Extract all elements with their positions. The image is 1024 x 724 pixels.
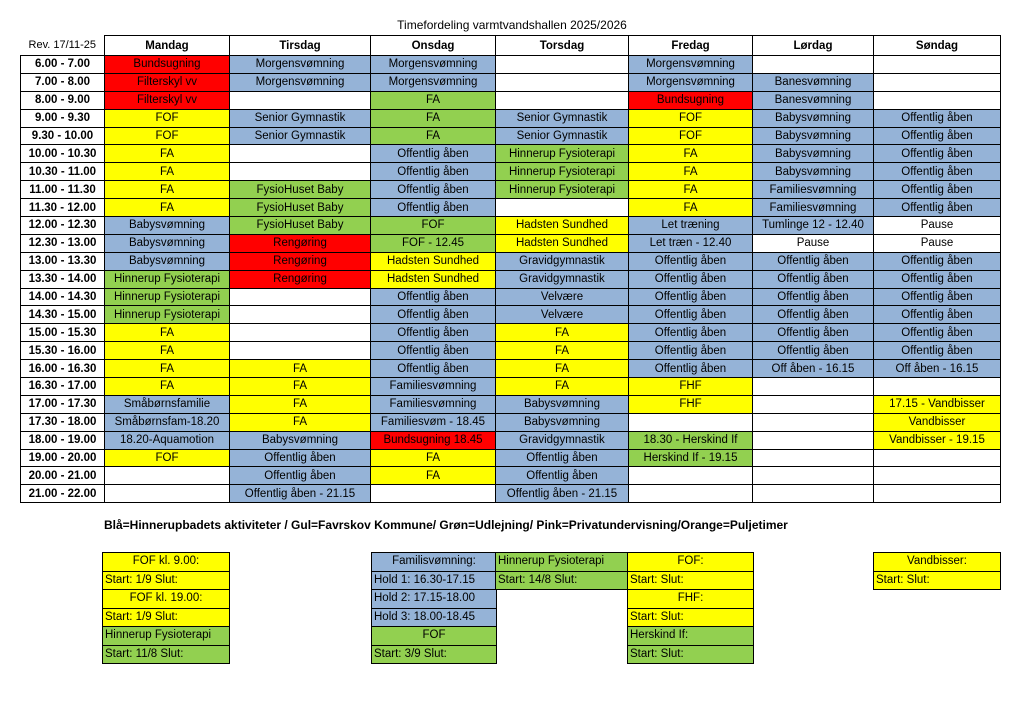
schedule-cell: Hadsten Sundhed bbox=[371, 252, 496, 270]
schedule-cell: Offentlig åben bbox=[371, 306, 496, 324]
time-slot-label: 21.00 - 22.00 bbox=[21, 485, 105, 503]
schedule-cell bbox=[753, 378, 874, 396]
schedule-cell: Offentlig åben bbox=[371, 324, 496, 342]
box-title: Herskind If: bbox=[628, 627, 753, 646]
schedule-cell: Rengøring bbox=[230, 252, 371, 270]
schedule-cell: Familiesvøm - 18.45 bbox=[371, 413, 496, 431]
schedule-row bbox=[21, 360, 1001, 378]
schedule-cell: Hinnerup Fysioterapi bbox=[105, 288, 230, 306]
box-title: FHF: bbox=[628, 590, 753, 609]
schedule-cell: Vandbisser bbox=[874, 413, 1001, 431]
schedule-cell: Babysvømning bbox=[753, 109, 874, 127]
time-slot-label: 18.00 - 19.00 bbox=[21, 431, 105, 449]
box-line: Hold 3: 18.00-18.45 bbox=[372, 609, 496, 628]
schedule-cell: FysioHuset Baby bbox=[230, 199, 371, 217]
schedule-cell: Babysvømning bbox=[753, 145, 874, 163]
schedule-cell: Offentlig åben bbox=[629, 324, 753, 342]
schedule-cell: Offentlig åben bbox=[371, 360, 496, 378]
schedule-cell: Hadsten Sundhed bbox=[496, 217, 629, 235]
schedule-cell: Morgensvømning bbox=[371, 73, 496, 91]
time-slot-label: 11.00 - 11.30 bbox=[21, 181, 105, 199]
schedule-cell: Offentlig åben bbox=[371, 342, 496, 360]
schedule-cell: FA bbox=[230, 395, 371, 413]
schedule-cell: Babysvømning bbox=[496, 395, 629, 413]
schedule-cell bbox=[230, 91, 371, 109]
schedule-cell bbox=[874, 449, 1001, 467]
schedule-cell: 18.20-Aquamotion bbox=[105, 431, 230, 449]
box-title: Hinnerup Fysioterapi bbox=[496, 553, 628, 572]
box-line: Hold 2: 17.15-18.00 bbox=[372, 590, 496, 609]
box-dates: Start: Slut: bbox=[874, 572, 1000, 590]
schedule-cell: Gravidgymnastik bbox=[496, 252, 629, 270]
time-slot-label: 16.30 - 17.00 bbox=[21, 378, 105, 396]
schedule-cell: Offentlig åben bbox=[753, 288, 874, 306]
schedule-cell: Offentlig åben bbox=[874, 270, 1001, 288]
schedule-table bbox=[20, 35, 1001, 503]
box-dates: Start: 11/8 Slut: bbox=[103, 646, 229, 664]
schedule-cell: Morgensvømning bbox=[371, 56, 496, 74]
box-title: FOF bbox=[372, 627, 496, 646]
schedule-cell bbox=[874, 467, 1001, 485]
schedule-cell: Velvære bbox=[496, 288, 629, 306]
schedule-cell: Offentlig åben bbox=[371, 145, 496, 163]
schedule-cell bbox=[230, 324, 371, 342]
schedule-cell: Bundsugning bbox=[105, 56, 230, 74]
schedule-row bbox=[21, 181, 1001, 199]
time-slot-label: 15.00 - 15.30 bbox=[21, 324, 105, 342]
schedule-cell: FA bbox=[371, 109, 496, 127]
time-slot-label: 9.30 - 10.00 bbox=[21, 127, 105, 145]
schedule-row bbox=[21, 485, 1001, 503]
schedule-cell: Hadsten Sundhed bbox=[371, 270, 496, 288]
schedule-cell: Pause bbox=[753, 234, 874, 252]
schedule-cell: Morgensvømning bbox=[629, 56, 753, 74]
schedule-cell: 17.15 - Vandbisser bbox=[874, 395, 1001, 413]
schedule-cell: Offentlig åben - 21.15 bbox=[230, 485, 371, 503]
schedule-cell: FA bbox=[371, 127, 496, 145]
box-dates: Start: Slut: bbox=[628, 609, 753, 628]
schedule-cell: Let træning bbox=[629, 217, 753, 235]
schedule-cell: Banesvømning bbox=[753, 91, 874, 109]
time-slot-label: 17.30 - 18.00 bbox=[21, 413, 105, 431]
schedule-cell: Offentlig åben bbox=[874, 127, 1001, 145]
schedule-row bbox=[21, 234, 1001, 252]
schedule-cell: Offentlig åben bbox=[629, 306, 753, 324]
time-slot-label: 15.30 - 16.00 bbox=[21, 342, 105, 360]
schedule-cell bbox=[371, 485, 496, 503]
schedule-cell: FA bbox=[105, 145, 230, 163]
schedule-cell: FA bbox=[496, 360, 629, 378]
box-title: FOF kl. 9.00: bbox=[103, 553, 229, 572]
schedule-cell bbox=[496, 91, 629, 109]
time-slot-label: 13.00 - 13.30 bbox=[21, 252, 105, 270]
time-slot-label: 6.00 - 7.00 bbox=[21, 56, 105, 74]
schedule-cell: Familiesvømning bbox=[753, 199, 874, 217]
day-header: Tirsdag bbox=[230, 36, 371, 56]
schedule-cell: Offentlig åben bbox=[371, 288, 496, 306]
schedule-cell bbox=[874, 56, 1001, 74]
schedule-cell bbox=[230, 288, 371, 306]
schedule-cell: Senior Gymnastik bbox=[230, 127, 371, 145]
schedule-cell: Pause bbox=[874, 234, 1001, 252]
time-slot-label: 13.30 - 14.00 bbox=[21, 270, 105, 288]
schedule-cell: 18.30 - Herskind If bbox=[629, 431, 753, 449]
box-title: FOF: bbox=[628, 553, 753, 572]
time-slot-label: 12.00 - 12.30 bbox=[21, 217, 105, 235]
schedule-cell: Offentlig åben bbox=[629, 342, 753, 360]
schedule-cell: Offentlig åben bbox=[629, 360, 753, 378]
schedule-cell: FOF - 12.45 bbox=[371, 234, 496, 252]
time-slot-label: 10.30 - 11.00 bbox=[21, 163, 105, 181]
schedule-cell bbox=[874, 73, 1001, 91]
box-title: Hinnerup Fysioterapi bbox=[103, 627, 229, 646]
schedule-cell bbox=[874, 485, 1001, 503]
schedule-cell: Rengøring bbox=[230, 234, 371, 252]
schedule-cell bbox=[874, 91, 1001, 109]
schedule-cell: FOF bbox=[105, 449, 230, 467]
schedule-cell: Babysvømning bbox=[105, 217, 230, 235]
schedule-row bbox=[21, 449, 1001, 467]
schedule-cell: Offentlig åben bbox=[496, 467, 629, 485]
day-header: Onsdag bbox=[371, 36, 496, 56]
schedule-cell: Senior Gymnastik bbox=[230, 109, 371, 127]
schedule-cell: Bundsugning bbox=[629, 91, 753, 109]
schedule-cell: Babysvømning bbox=[105, 252, 230, 270]
header-row bbox=[21, 36, 1001, 56]
fof-info-box bbox=[102, 552, 230, 664]
schedule-cell: FA bbox=[105, 342, 230, 360]
schedule-cell: Offentlig åben bbox=[371, 199, 496, 217]
schedule-cell bbox=[496, 56, 629, 74]
schedule-cell: Babysvømning bbox=[753, 163, 874, 181]
schedule-row bbox=[21, 378, 1001, 396]
time-slot-label: 8.00 - 9.00 bbox=[21, 91, 105, 109]
schedule-cell: Offentlig åben bbox=[874, 109, 1001, 127]
page-title: Timefordeling varmtvandshallen 2025/2026 bbox=[397, 18, 627, 32]
vandbisser-info-box bbox=[873, 552, 1001, 590]
schedule-cell: FOF bbox=[629, 127, 753, 145]
schedule-cell: FA bbox=[105, 181, 230, 199]
schedule-cell: Offentlig åben bbox=[874, 145, 1001, 163]
schedule-cell: Familiesvømning bbox=[371, 378, 496, 396]
schedule-cell: Gravidgymnastik bbox=[496, 431, 629, 449]
time-slot-label: 14.30 - 15.00 bbox=[21, 306, 105, 324]
schedule-cell: Let træn - 12.40 bbox=[629, 234, 753, 252]
schedule-cell bbox=[753, 485, 874, 503]
schedule-cell: Familiesvømning bbox=[753, 181, 874, 199]
schedule-row bbox=[21, 288, 1001, 306]
schedule-cell: Hinnerup Fysioterapi bbox=[105, 270, 230, 288]
schedule-cell: FA bbox=[105, 360, 230, 378]
time-slot-label: 14.00 - 14.30 bbox=[21, 288, 105, 306]
schedule-cell: FOF bbox=[105, 127, 230, 145]
time-slot-label: 12.30 - 13.00 bbox=[21, 234, 105, 252]
schedule-row bbox=[21, 56, 1001, 74]
schedule-cell: Hadsten Sundhed bbox=[496, 234, 629, 252]
schedule-cell: FA bbox=[105, 378, 230, 396]
schedule-row bbox=[21, 431, 1001, 449]
schedule-cell: FA bbox=[230, 360, 371, 378]
schedule-row bbox=[21, 91, 1001, 109]
schedule-cell: Off åben - 16.15 bbox=[753, 360, 874, 378]
time-slot-label: 10.00 - 10.30 bbox=[21, 145, 105, 163]
schedule-cell: FA bbox=[105, 199, 230, 217]
familiesvomning-info-box bbox=[371, 552, 497, 664]
schedule-cell bbox=[230, 306, 371, 324]
day-header: Fredag bbox=[629, 36, 753, 56]
time-slot-label: 16.00 - 16.30 bbox=[21, 360, 105, 378]
schedule-cell: FHF bbox=[629, 395, 753, 413]
schedule-cell: Off åben - 16.15 bbox=[874, 360, 1001, 378]
schedule-cell: Bundsugning 18.45 bbox=[371, 431, 496, 449]
schedule-cell: Babysvømning bbox=[230, 431, 371, 449]
schedule-cell bbox=[629, 467, 753, 485]
schedule-cell bbox=[629, 485, 753, 503]
schedule-cell: FA bbox=[371, 91, 496, 109]
schedule-cell: Offentlig åben bbox=[496, 449, 629, 467]
schedule-cell: Vandbisser - 19.15 bbox=[874, 431, 1001, 449]
schedule-cell: Offentlig åben - 21.15 bbox=[496, 485, 629, 503]
day-header: Lørdag bbox=[753, 36, 874, 56]
schedule-cell bbox=[230, 145, 371, 163]
schedule-cell: Småbørnsfam-18.20 bbox=[105, 413, 230, 431]
schedule-cell: FA bbox=[371, 467, 496, 485]
schedule-cell: Småbørnsfamilie bbox=[105, 395, 230, 413]
schedule-cell: Morgensvømning bbox=[230, 56, 371, 74]
box-line: Hold 1: 16.30-17.15 bbox=[372, 572, 496, 591]
schedule-cell: Filterskyl vv bbox=[105, 73, 230, 91]
schedule-cell: Pause bbox=[874, 217, 1001, 235]
schedule-cell: Velvære bbox=[496, 306, 629, 324]
schedule-cell: Offentlig åben bbox=[874, 181, 1001, 199]
schedule-cell: FOF bbox=[371, 217, 496, 235]
schedule-cell bbox=[753, 431, 874, 449]
schedule-cell bbox=[230, 163, 371, 181]
schedule-cell: Offentlig åben bbox=[874, 288, 1001, 306]
schedule-cell: FA bbox=[496, 342, 629, 360]
schedule-cell: Familiesvømning bbox=[371, 395, 496, 413]
schedule-cell: Offentlig åben bbox=[874, 252, 1001, 270]
schedule-cell bbox=[629, 413, 753, 431]
schedule-cell: Morgensvømning bbox=[230, 73, 371, 91]
schedule-row bbox=[21, 270, 1001, 288]
schedule-cell: Offentlig åben bbox=[371, 181, 496, 199]
schedule-cell bbox=[753, 413, 874, 431]
schedule-row bbox=[21, 467, 1001, 485]
schedule-cell: Offentlig åben bbox=[874, 163, 1001, 181]
schedule-cell: Hinnerup Fysioterapi bbox=[496, 145, 629, 163]
schedule-row bbox=[21, 217, 1001, 235]
box-title: Familisvømning: bbox=[372, 553, 496, 572]
schedule-cell: Offentlig åben bbox=[629, 252, 753, 270]
schedule-cell: FA bbox=[230, 378, 371, 396]
schedule-cell: Offentlig åben bbox=[753, 306, 874, 324]
schedule-row bbox=[21, 163, 1001, 181]
schedule-cell: Banesvømning bbox=[753, 73, 874, 91]
schedule-cell: Offentlig åben bbox=[753, 270, 874, 288]
revision-label: Rev. 17/11-25 bbox=[21, 36, 105, 56]
schedule-cell: FA bbox=[496, 324, 629, 342]
schedule-cell: FA bbox=[629, 181, 753, 199]
schedule-cell: FysioHuset Baby bbox=[230, 217, 371, 235]
hinnerup-info-box bbox=[495, 552, 629, 590]
fof-fhf-herskind-info-box bbox=[627, 552, 754, 664]
schedule-cell: FHF bbox=[629, 378, 753, 396]
schedule-cell: Offentlig åben bbox=[230, 449, 371, 467]
time-slot-label: 7.00 - 8.00 bbox=[21, 73, 105, 91]
schedule-cell: Senior Gymnastik bbox=[496, 127, 629, 145]
schedule-cell: FA bbox=[105, 163, 230, 181]
schedule-cell: FA bbox=[629, 145, 753, 163]
time-slot-label: 11.30 - 12.00 bbox=[21, 199, 105, 217]
day-header: Torsdag bbox=[496, 36, 629, 56]
schedule-cell: Hinnerup Fysioterapi bbox=[496, 181, 629, 199]
schedule-cell bbox=[496, 199, 629, 217]
schedule-cell: FA bbox=[629, 163, 753, 181]
box-dates: Start: 14/8 Slut: bbox=[496, 572, 628, 590]
color-legend: Blå=Hinnerupbadets aktiviteter / Gul=Favrskov Kommune/ Grøn=Udlejning/ Pink=Privatundervisning/Orange=Puljetimer bbox=[104, 518, 788, 532]
schedule-cell: Herskind If - 19.15 bbox=[629, 449, 753, 467]
schedule-cell: Offentlig åben bbox=[753, 324, 874, 342]
schedule-cell: FA bbox=[629, 199, 753, 217]
schedule-row bbox=[21, 199, 1001, 217]
schedule-cell: Hinnerup Fysioterapi bbox=[105, 306, 230, 324]
schedule-cell bbox=[230, 342, 371, 360]
time-slot-label: 17.00 - 17.30 bbox=[21, 395, 105, 413]
schedule-row bbox=[21, 413, 1001, 431]
schedule-cell: Offentlig åben bbox=[371, 163, 496, 181]
box-dates: Start: 3/9 Slut: bbox=[372, 646, 496, 664]
box-title: FOF kl. 19.00: bbox=[103, 590, 229, 609]
schedule-row bbox=[21, 342, 1001, 360]
box-dates: Start: Slut: bbox=[628, 572, 753, 591]
schedule-cell: Rengøring bbox=[230, 270, 371, 288]
schedule-cell: Offentlig åben bbox=[753, 342, 874, 360]
schedule-cell: FA bbox=[105, 324, 230, 342]
schedule-cell: FA bbox=[496, 378, 629, 396]
schedule-cell: Senior Gymnastik bbox=[496, 109, 629, 127]
schedule-cell: Filterskyl vv bbox=[105, 91, 230, 109]
time-slot-label: 19.00 - 20.00 bbox=[21, 449, 105, 467]
schedule-cell: Babysvømning bbox=[496, 413, 629, 431]
schedule-row bbox=[21, 109, 1001, 127]
schedule-cell bbox=[753, 467, 874, 485]
schedule-cell: Gravidgymnastik bbox=[496, 270, 629, 288]
schedule-cell: Hinnerup Fysioterapi bbox=[496, 163, 629, 181]
schedule-cell: FOF bbox=[105, 109, 230, 127]
schedule-cell bbox=[753, 56, 874, 74]
schedule-cell bbox=[105, 485, 230, 503]
schedule-cell: Babysvømning bbox=[753, 127, 874, 145]
schedule-cell: Offentlig åben bbox=[230, 467, 371, 485]
schedule-cell: FysioHuset Baby bbox=[230, 181, 371, 199]
schedule-cell: Offentlig åben bbox=[874, 199, 1001, 217]
schedule-cell: Offentlig åben bbox=[629, 288, 753, 306]
box-dates: Start: 1/9 Slut: bbox=[103, 572, 229, 591]
box-title: Vandbisser: bbox=[874, 553, 1000, 572]
day-header: Mandag bbox=[105, 36, 230, 56]
time-slot-label: 20.00 - 21.00 bbox=[21, 467, 105, 485]
schedule-cell bbox=[496, 73, 629, 91]
box-dates: Start: 1/9 Slut: bbox=[103, 609, 229, 628]
day-header: Søndag bbox=[874, 36, 1001, 56]
schedule-cell: FA bbox=[371, 449, 496, 467]
time-slot-label: 9.00 - 9.30 bbox=[21, 109, 105, 127]
schedule-row bbox=[21, 252, 1001, 270]
schedule-cell: Offentlig åben bbox=[874, 342, 1001, 360]
schedule-cell: Offentlig åben bbox=[753, 252, 874, 270]
schedule-cell: Offentlig åben bbox=[629, 270, 753, 288]
schedule-cell bbox=[753, 395, 874, 413]
schedule-cell: Offentlig åben bbox=[874, 306, 1001, 324]
schedule-cell bbox=[105, 467, 230, 485]
schedule-cell: FOF bbox=[629, 109, 753, 127]
schedule-cell: Tumlinge 12 - 12.40 bbox=[753, 217, 874, 235]
schedule-row bbox=[21, 324, 1001, 342]
schedule-row bbox=[21, 73, 1001, 91]
schedule-row bbox=[21, 306, 1001, 324]
schedule-row bbox=[21, 145, 1001, 163]
schedule-cell: FA bbox=[230, 413, 371, 431]
schedule-cell bbox=[874, 378, 1001, 396]
schedule-row bbox=[21, 395, 1001, 413]
schedule-cell: Offentlig åben bbox=[874, 324, 1001, 342]
schedule-cell bbox=[753, 449, 874, 467]
schedule-cell: Morgensvømning bbox=[629, 73, 753, 91]
schedule-cell: Babysvømning bbox=[105, 234, 230, 252]
schedule-row bbox=[21, 127, 1001, 145]
box-dates: Start: Slut: bbox=[628, 646, 753, 664]
